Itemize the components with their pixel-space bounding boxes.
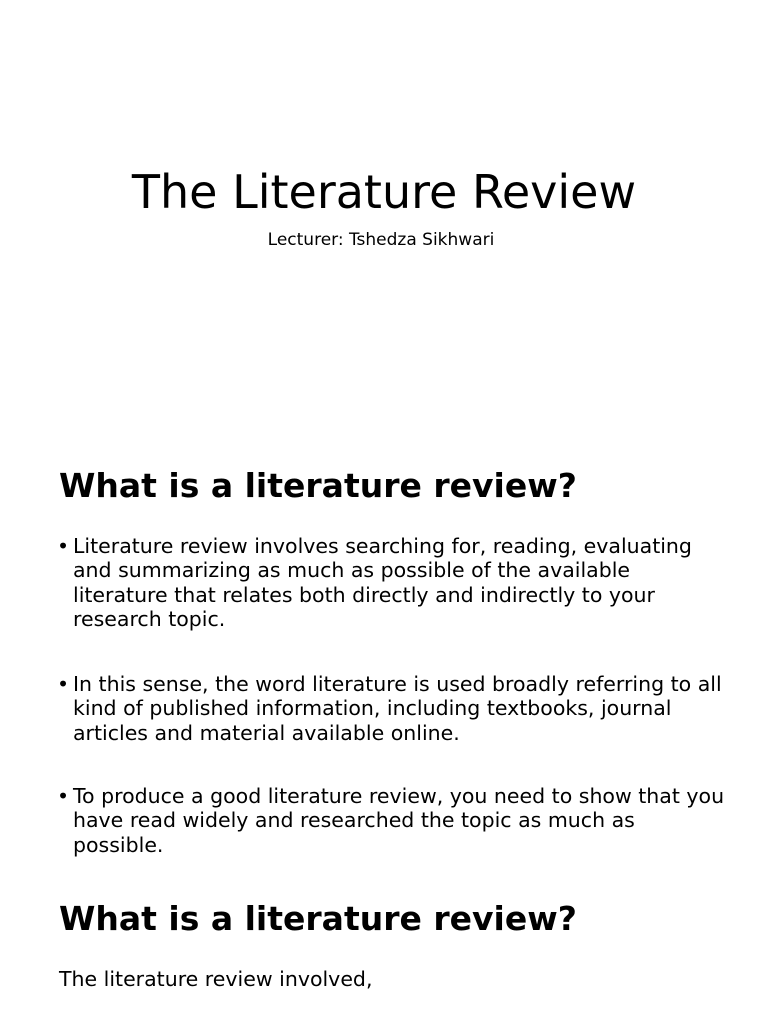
section-heading: What is a literature review? xyxy=(59,899,577,938)
bullet-item xyxy=(57,784,727,857)
bullet-text: Literature review involves searching for, reading, evaluating and summarizing as much as possible of the available literature that relates both directly and indirectly to your research topic. xyxy=(73,534,692,631)
bullet-item xyxy=(57,672,727,745)
body-text: The literature review involved, xyxy=(59,967,373,991)
bullet-text: To produce a good literature review, you need to show that you have read widely and researched the topic as much as possible. xyxy=(73,784,725,857)
bullet-icon: • xyxy=(57,784,70,808)
bullet-icon: • xyxy=(57,534,70,558)
slide-title: The Literature Review xyxy=(131,165,637,219)
lecturer-subtitle: Lecturer: Tshedza Sikhwari xyxy=(267,230,495,250)
bullet-item xyxy=(57,534,727,631)
bullet-icon: • xyxy=(57,672,70,696)
bullet-text: In this sense, the word literature is used broadly referring to all kind of published information, including textbooks, journal articles and material available online. xyxy=(73,672,722,745)
section-heading: What is a literature review? xyxy=(59,466,577,505)
